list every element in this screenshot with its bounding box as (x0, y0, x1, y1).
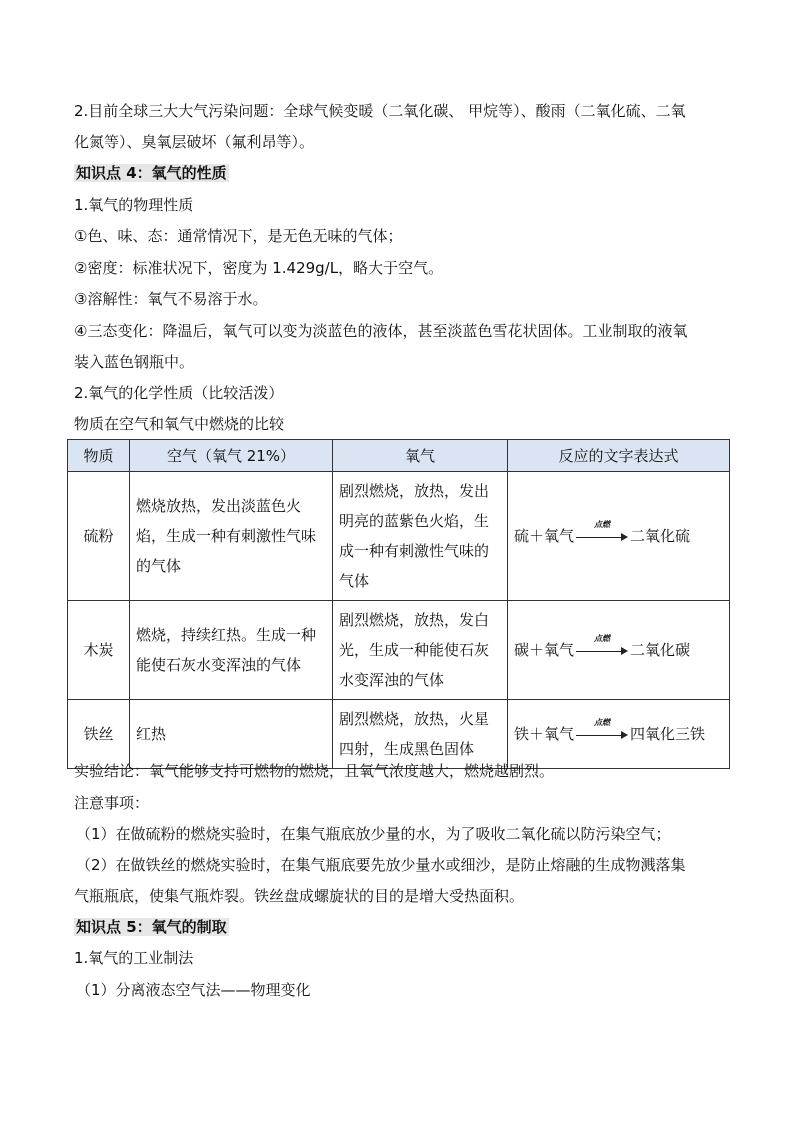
substance-cell: 铁丝 (68, 700, 130, 769)
substance-cell: 硫粉 (68, 472, 130, 601)
note-2-line1: （2）在做铁丝的燃烧实验时，在集气瓶底要先放少量水或细沙，是防止熔融的生成物溅落集 (76, 856, 686, 874)
section-title: 知识点 4：氧气的性质 (76, 164, 227, 182)
word-equation-cell (508, 601, 730, 700)
word-equation-cell (508, 700, 730, 769)
reaction-condition: 点燃 (594, 519, 611, 529)
note-1: （1）在做硫粉的燃烧实验时，在集气瓶底放少量的水，为了吸收二氧化硫以防污染空气； (76, 825, 671, 843)
table-row (68, 472, 730, 601)
chemical-properties-heading: 2.氧气的化学性质（比较活泼） (74, 384, 284, 402)
physical-properties-heading: 1.氧气的物理性质 (74, 196, 194, 214)
air-observation-cell: 燃烧，持续红热。生成一种能使石灰水变浑浊的气体 (130, 601, 333, 700)
oxygen-observation-cell: 剧烈燃烧，放热，发白光，生成一种能使石灰水变浑浊的气体 (333, 601, 508, 700)
products: 二氧化硫 (630, 527, 691, 545)
oxygen-observation-cell: 剧烈燃烧，放热，火星四射，生成黑色固体 (333, 700, 508, 769)
physical-state-line1: ④三态变化：降温后，氧气可以变为淡蓝色的液体，甚至淡蓝色雪花状固体。工业制取的液氧 (74, 322, 688, 340)
notes-heading: 注意事项： (74, 794, 150, 812)
header-substance: 物质 (68, 440, 130, 472)
reactants: 硫＋氧气 (514, 527, 575, 545)
air-observation-cell: 燃烧放热，发出淡蓝色火焰，生成一种有刺激性气味的气体 (130, 472, 333, 601)
note-2-line2: 气瓶瓶底，使集气瓶炸裂。铁丝盘成螺旋状的目的是增大受热面积。 (74, 887, 525, 905)
word-equation-cell (508, 472, 730, 601)
section-title: 知识点 5：氧气的制取 (76, 918, 227, 936)
pollution-text-line2: 化氮等）、臭氧层破坏（氟利昂等）。 (74, 133, 315, 151)
industrial-method-heading: 1.氧气的工业制法 (74, 949, 194, 967)
physical-color-text: ①色、味、态：通常情况下，是无色无味的气体； (74, 227, 403, 245)
table-caption: 物质在空气和氧气中燃烧的比较 (74, 415, 285, 433)
oxygen-observation-cell: 剧烈燃烧，放热，发出明亮的蓝紫色火焰，生成一种有刺激性气味的气体 (333, 472, 508, 601)
header-oxygen: 氧气 (333, 440, 508, 472)
table-row (68, 700, 730, 769)
reaction-arrow-icon (576, 633, 628, 659)
header-equation: 反应的文字表达式 (508, 440, 730, 472)
physical-solubility-text: ③溶解性：氧气不易溶于水。 (74, 290, 268, 308)
experiment-conclusion: 实验结论：氧气能够支持可燃物的燃烧，且氧气浓度越大，燃烧越剧烈。 (74, 762, 555, 780)
table-row (68, 601, 730, 700)
products: 二氧化碳 (630, 641, 691, 659)
combustion-comparison-table (67, 439, 730, 769)
products: 四氧化三铁 (630, 725, 706, 743)
section-heading-4 (74, 163, 229, 183)
reaction-arrow-icon (576, 519, 628, 545)
reactants: 碳＋氧气 (514, 641, 575, 659)
reaction-arrow-icon (576, 717, 628, 743)
reactants: 铁＋氧气 (514, 725, 575, 743)
pollution-text-line1: 2.目前全球三大大气污染问题：全球气候变暖（二氧化碳、 甲烷等）、酸雨（二氧化硫、二氧 (74, 102, 686, 120)
reaction-condition: 点燃 (594, 717, 611, 727)
section-heading-5 (74, 917, 229, 937)
reaction-condition: 点燃 (594, 633, 611, 643)
physical-density-text: ②密度：标准状况下，密度为 1.429g/L，略大于空气。 (74, 259, 444, 277)
physical-state-line2: 装入蓝色钢瓶中。 (74, 353, 195, 371)
air-observation-cell: 红热 (130, 700, 333, 769)
industrial-method-1: （1）分离液态空气法——物理变化 (76, 981, 311, 999)
table-header-row (68, 440, 730, 472)
header-air: 空气（氧气 21%） (130, 440, 333, 472)
substance-cell: 木炭 (68, 601, 130, 700)
